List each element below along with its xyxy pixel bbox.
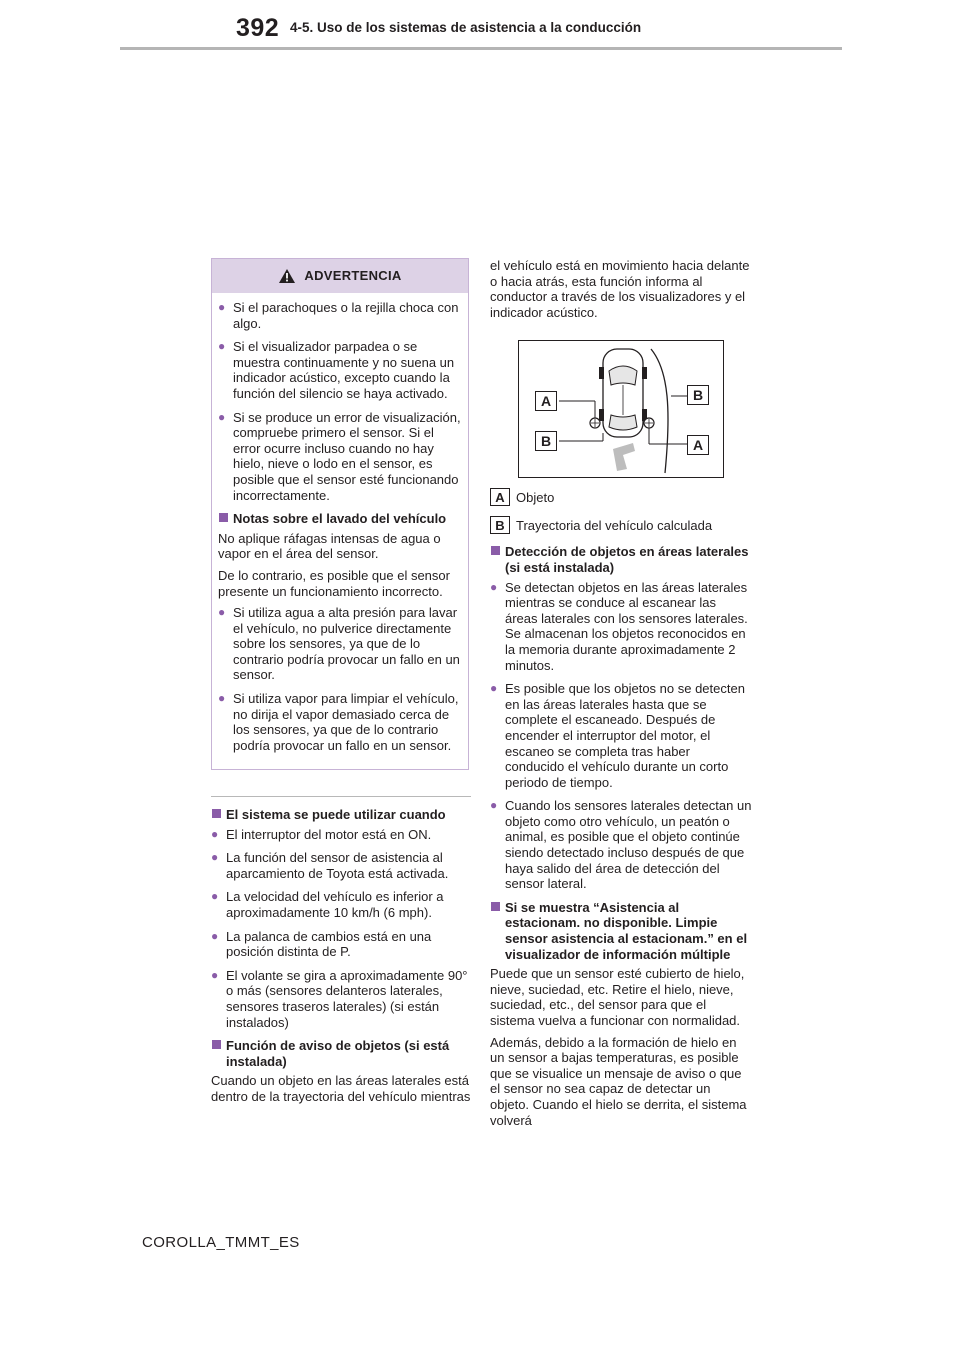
object-warning-heading: Función de aviso de objetos (si está instalada)	[211, 1038, 471, 1069]
label-b: B	[535, 431, 557, 451]
section-title: 4-5. Uso de los sistemas de asistencia a la conducción	[290, 20, 642, 35]
unavailable-paragraph: Puede que un sensor esté cubierto de hielo, nieve, suciedad, etc. Retire el hielo, nieve, suciedad, etc., del sensor para que el sistema vuelva a funcionar con normalidad.	[490, 966, 745, 1028]
left-column	[211, 258, 471, 1111]
side-sensor-figure	[518, 340, 724, 478]
legend-key: A	[490, 488, 510, 506]
list-item: ● La función del sensor de asistencia al aparcamiento de Toyota está activada.	[211, 850, 471, 881]
legend-text: Trayectoria del vehículo calculada	[516, 517, 713, 533]
object-warning-continued: el vehículo está en movimiento hacia delante o hacia atrás, esta función informa al conductor a través de los visualizadores y el indicador acústico.	[490, 258, 750, 320]
warning-body	[212, 293, 468, 753]
wash-paragraph: De lo contrario, es posible que el sensor presente un funcionamiento incorrecto.	[218, 567, 450, 599]
header-divider	[120, 47, 842, 50]
list-item: ● La palanca de cambios está en una posición distinta de P.	[211, 929, 471, 960]
list-item: ● El volante se gira a aproximadamente 90° o más (sensores delanteros laterales, sensores traseros laterales) (si están instalados)	[211, 968, 471, 1030]
label-b: B	[687, 385, 709, 405]
list-item: ● Cuando los sensores laterales detectan un objeto como otro vehículo, un peatón o animal, es posible que el objeto continúe siendo detectado incluso después de que haya salido del área de detección del sensor lateral.	[490, 798, 752, 892]
legend-row	[490, 516, 752, 534]
model-code: COROLLA_TMMT_ES	[142, 1234, 300, 1251]
legend-text: Objeto	[516, 489, 555, 505]
list-item: ● La velocidad del vehículo es inferior a aproximadamente 10 km/h (6 mph).	[211, 889, 471, 920]
legend-key: B	[490, 516, 510, 534]
page-number: 392	[236, 14, 280, 42]
list-item: ● Es posible que los objetos no se detecten en las áreas laterales hasta que se complete el escaneado. Después de encender el interruptor del motor, el escaneo se completa tras haber conducido el vehículo durante un corto periodo de tiempo.	[490, 681, 752, 790]
list-item: ● Si utiliza vapor para limpiar el vehículo, no dirija el vapor demasiado cerca de los sensores, ya que de lo contrario podría provocar un fallo en un sensor.	[218, 691, 462, 753]
warning-box	[211, 258, 469, 770]
legend-row	[490, 488, 752, 506]
unavailable-paragraph: Además, debido a la formación de hielo en un sensor a bajas temperaturas, es posible que se visualice un mensaje de aviso o que el sensor no sea capaz de detectar un objeto. Cuando el hielo se derrita, el sistema volverá	[490, 1034, 747, 1128]
warning-title: ADVERTENCIA	[304, 268, 402, 284]
list-item: ● Si utiliza agua a alta presión para lavar el vehículo, no pulverice directamente sobre los sensores, ya que de lo contrario podría provocar un fallo en un sensor.	[218, 605, 462, 683]
label-a: A	[535, 391, 557, 411]
right-column	[490, 258, 752, 1134]
wash-heading: Notas sobre el lavado del vehículo	[218, 511, 462, 527]
list-item: ● El interruptor del motor está en ON.	[211, 827, 471, 843]
label-a: A	[687, 435, 709, 455]
warning-triangle-icon	[278, 268, 296, 284]
section-divider	[211, 796, 471, 797]
figure-legend	[490, 488, 752, 534]
list-item: ● Si se produce un error de visualización, compruebe primero el sensor. Si el error ocurre incluso cuando no hay hielo, nieve o lodo en el sensor, es posible que el sensor esté funcionando incorrectamente.	[218, 410, 462, 504]
list-item: ● Se detectan objetos en las áreas laterales mientras se conduce al escanear las áreas laterales con los sensores laterales. Se almacenan los objetos reconocidos en la memoria durante aproximadamente 2 minutos.	[490, 580, 752, 674]
unavailable-heading: Si se muestra “Asistencia al estacionam. no disponible. Limpie sensor asistencia al estacionam.” en el visualizador de información múltiple	[490, 900, 752, 962]
list-item: ● Si el visualizador parpadea o se muestra continuamente y no suena un indicador acústico, excepto cuando la función del silencio se haya activado.	[218, 339, 462, 401]
usable-heading: El sistema se puede utilizar cuando	[211, 807, 471, 823]
list-item: ● Si el parachoques o la rejilla choca con algo.	[218, 300, 462, 331]
object-warning-paragraph: Cuando un objeto en las áreas laterales está dentro de la trayectoria del vehículo mientras	[211, 1073, 471, 1104]
wash-paragraph: No aplique ráfagas intensas de agua o vapor en el área del sensor.	[218, 530, 441, 562]
side-detection-heading: Detección de objetos en áreas laterales (si está instalada)	[490, 544, 752, 575]
warning-header	[212, 259, 468, 293]
